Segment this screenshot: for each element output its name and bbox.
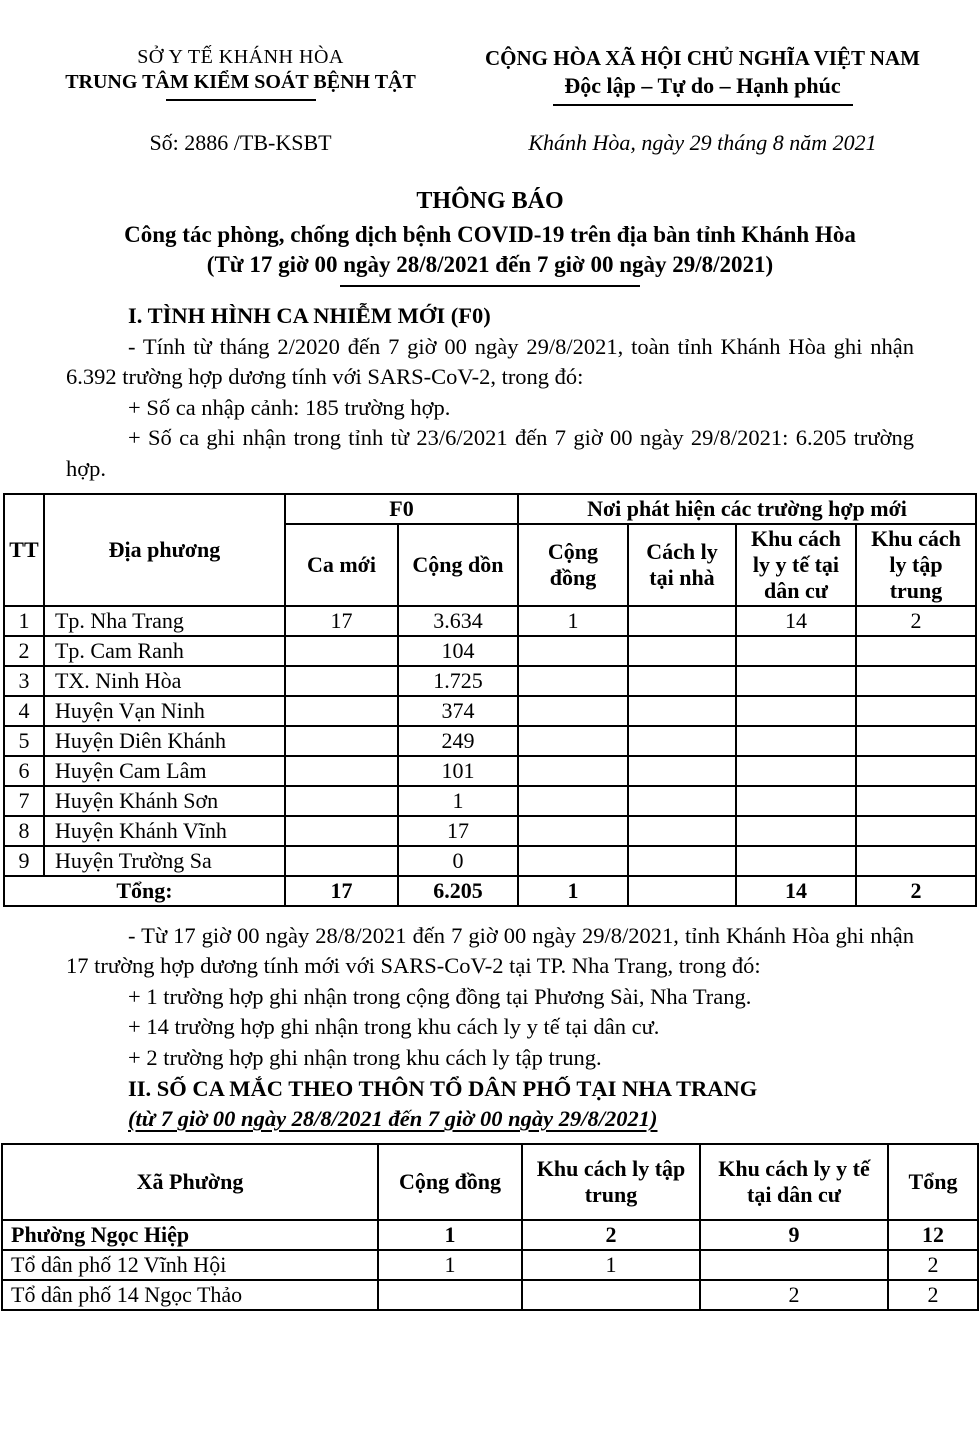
table-cell (628, 636, 736, 666)
table-cell: 0 (398, 846, 518, 876)
org-name: TRUNG TÂM KIỂM SOÁT BỆNH TẬT (65, 71, 416, 93)
table-cell (856, 726, 976, 756)
table-cell: TX. Ninh Hòa (44, 666, 285, 696)
document-subtitle: Công tác phòng, chống dịch bệnh COVID-19 trên địa bàn tỉnh Khánh Hòa (124, 222, 856, 247)
table-cell (736, 816, 856, 846)
table-cell (518, 846, 628, 876)
table-cell: 249 (398, 726, 518, 756)
section-2-subtitle: (từ 7 giờ 00 ngày 28/8/2021 đến 7 giờ 00 ngày 29/8/2021) (128, 1106, 658, 1132)
table-cell (285, 636, 398, 666)
table-row (4, 786, 976, 816)
col-header-ward: Xã Phường (2, 1144, 378, 1220)
table-cell (856, 636, 976, 666)
document-meta (0, 130, 980, 156)
cases-by-ward-table (1, 1143, 979, 1311)
table-cell: 1 (522, 1250, 700, 1280)
table-cell: Tổ dân phố 12 Vĩnh Hội (2, 1250, 378, 1280)
table-body (2, 1220, 978, 1310)
national-motto-block (453, 46, 952, 106)
table-cell: 7 (4, 786, 44, 816)
table-cell (518, 756, 628, 786)
table-cell (856, 696, 976, 726)
table-header (2, 1144, 978, 1220)
table-cell: 12 (888, 1220, 978, 1250)
table-cell (736, 696, 856, 726)
table-row (2, 1250, 978, 1280)
document-date: Khánh Hòa, ngày 29 tháng 8 năm 2021 (528, 130, 877, 155)
document-title-block (0, 188, 980, 287)
table-cell: 8 (4, 816, 44, 846)
table-cell: 2 (856, 876, 976, 906)
section-1 (66, 301, 914, 485)
table-row (4, 756, 976, 786)
table-cell: Huyện Khánh Vĩnh (44, 816, 285, 846)
table-cell: 1 (518, 606, 628, 636)
table-cell: 104 (398, 636, 518, 666)
table-cell: 1 (518, 876, 628, 906)
table-cell (522, 1280, 700, 1310)
table-cell: 14 (736, 876, 856, 906)
table-cell: Tổ dân phố 14 Ngọc Thảo (2, 1280, 378, 1310)
table-cell (285, 786, 398, 816)
table-cell (285, 696, 398, 726)
table-cell (628, 756, 736, 786)
table-cell: 1.725 (398, 666, 518, 696)
table-cell: 9 (4, 846, 44, 876)
section-1-heading: I. TÌNH HÌNH CA NHIỄM MỚI (F0) (128, 303, 491, 328)
table-cell (628, 606, 736, 636)
col-group-detection-place: Nơi phát hiện các trường hợp mới (518, 494, 976, 524)
table-cell (518, 666, 628, 696)
col-header-tt: TT (4, 494, 44, 606)
table-cell: 2 (888, 1280, 978, 1310)
table-cell: 1 (378, 1220, 522, 1250)
document-number: Số: 2886 /TB-KSBT (149, 130, 332, 155)
col-header-community: Cộng đồng (518, 524, 628, 606)
paragraph: + Số ca ghi nhận trong tỉnh từ 23/6/2021 đến 7 giờ 00 ngày 29/8/2021: 6.205 trường hợp. (66, 425, 914, 481)
paragraph: - Tính từ tháng 2/2020 đến 7 giờ 00 ngày 29/8/2021, toàn tỉnh Khánh Hòa ghi nhận 6.392 trường hợp dương tính với SARS-CoV-2, trong đó: (66, 333, 914, 390)
col-header-medical-quarantine: Khu cách ly y tế tại dân cư (736, 524, 856, 606)
table-cell (518, 726, 628, 756)
table-cell (628, 666, 736, 696)
cases-by-locality-table (3, 493, 977, 907)
table-row (2, 1280, 978, 1310)
col-header-central-quarantine: Khu cách ly tập trung (856, 524, 976, 606)
table-cell (628, 786, 736, 816)
table-cell: Huyện Cam Lâm (44, 756, 285, 786)
table-cell (518, 636, 628, 666)
table-cell: Tổng: (4, 876, 285, 906)
col-header-total: Tổng (888, 1144, 978, 1220)
table-header (4, 494, 976, 606)
document-date-range: (Từ 17 giờ 00 ngày 28/8/2021 đến 7 giờ 00 ngày 29/8/2021) (206, 252, 774, 277)
table-cell (856, 666, 976, 696)
paragraph: - Từ 17 giờ 00 ngày 28/8/2021 đến 7 giờ 00 ngày 29/8/2021, tỉnh Khánh Hòa ghi nhận 17 trường hợp dương tính mới với SARS-CoV-2 tại TP. Nha Trang, trong đó: (66, 922, 914, 979)
table-cell (700, 1250, 888, 1280)
paragraph: + 14 trường hợp ghi nhận trong khu cách ly y tế tại dân cư. (128, 1014, 660, 1040)
table-cell (856, 756, 976, 786)
table-cell (736, 756, 856, 786)
table-cell: 2 (888, 1250, 978, 1280)
table-cell: Huyện Khánh Sơn (44, 786, 285, 816)
document-header (0, 46, 980, 106)
col-header-new-cases: Ca mới (285, 524, 398, 606)
table-cell: Tp. Nha Trang (44, 606, 285, 636)
table-cell: 2 (856, 606, 976, 636)
table-cell (628, 816, 736, 846)
table-cell: 6 (4, 756, 44, 786)
org-parent-name: SỞ Y TẾ KHÁNH HÒA (137, 46, 344, 68)
table-row (4, 726, 976, 756)
table-cell (736, 636, 856, 666)
section-1-continued (66, 921, 914, 1135)
table-cell (736, 666, 856, 696)
section-2-heading: II. SỐ CA MẮC THEO THÔN TỔ DÂN PHỐ TẠI NHA TRANG (128, 1075, 758, 1101)
table-cell: Tp. Cam Ranh (44, 636, 285, 666)
table-cell (285, 846, 398, 876)
paragraph: + 2 trường hợp ghi nhận trong khu cách ly tập trung. (128, 1044, 602, 1070)
table-body (4, 606, 976, 906)
table-cell (518, 696, 628, 726)
paragraph: + Số ca nhập cảnh: 185 trường hợp. (128, 394, 451, 420)
table-row (4, 816, 976, 846)
table-cell: 17 (285, 606, 398, 636)
table-cell: Huyện Vạn Ninh (44, 696, 285, 726)
table-cell: 5 (4, 726, 44, 756)
table-cell (856, 786, 976, 816)
table-cell (518, 816, 628, 846)
col-group-f0: F0 (285, 494, 518, 524)
table-cell (628, 696, 736, 726)
table-cell: Huyện Diên Khánh (44, 726, 285, 756)
table-cell: 2 (4, 636, 44, 666)
table-cell (736, 846, 856, 876)
table-cell: 17 (285, 876, 398, 906)
col-header-community: Cộng đồng (378, 1144, 522, 1220)
table-cell (628, 726, 736, 756)
table-row (4, 696, 976, 726)
issuing-org-block (28, 46, 453, 106)
table-cell: 374 (398, 696, 518, 726)
table-cell (285, 666, 398, 696)
table-cell: 1 (4, 606, 44, 636)
table-cell (856, 816, 976, 846)
table-cell: 3 (4, 666, 44, 696)
table-cell: Phường Ngọc Hiệp (2, 1220, 378, 1250)
document-title: THÔNG BÁO (416, 188, 564, 214)
national-motto: Độc lập – Tự do – Hạnh phúc (564, 73, 841, 98)
table-cell: 2 (700, 1280, 888, 1310)
table-cell: 2 (522, 1220, 700, 1250)
table-cell: 101 (398, 756, 518, 786)
col-header-central-quarantine: Khu cách ly tập trung (522, 1144, 700, 1220)
table-cell: Huyện Trường Sa (44, 846, 285, 876)
table-cell: 6.205 (398, 876, 518, 906)
org-underline (166, 99, 316, 101)
paragraph: + 1 trường hợp ghi nhận trong cộng đồng tại Phương Sài, Nha Trang. (128, 983, 752, 1009)
table-row (4, 636, 976, 666)
table-row (4, 846, 976, 876)
table-row (4, 666, 976, 696)
table-row (2, 1220, 978, 1250)
table-row (4, 606, 976, 636)
table-cell (285, 726, 398, 756)
national-title: CỘNG HÒA XÃ HỘI CHỦ NGHĨA VIỆT NAM (484, 46, 921, 70)
table-cell: 3.634 (398, 606, 518, 636)
col-header-locality: Địa phương (44, 494, 285, 606)
table-cell (285, 816, 398, 846)
table-cell: 4 (4, 696, 44, 726)
table-cell (628, 846, 736, 876)
table-cell: 17 (398, 816, 518, 846)
motto-underline (553, 104, 853, 106)
col-header-medical-quarantine: Khu cách ly y tế tại dân cư (700, 1144, 888, 1220)
table-cell: 1 (378, 1250, 522, 1280)
table-row (4, 876, 976, 906)
table-cell (736, 786, 856, 816)
table-cell (285, 756, 398, 786)
table-cell (736, 726, 856, 756)
table-cell (628, 876, 736, 906)
table-cell (378, 1280, 522, 1310)
col-header-cumulative: Cộng dồn (398, 524, 518, 606)
table-cell (856, 846, 976, 876)
table-cell: 9 (700, 1220, 888, 1250)
table-cell: 14 (736, 606, 856, 636)
title-underline (340, 285, 640, 287)
table-cell: 1 (398, 786, 518, 816)
col-header-home-quarantine: Cách ly tại nhà (628, 524, 736, 606)
table-cell (518, 786, 628, 816)
